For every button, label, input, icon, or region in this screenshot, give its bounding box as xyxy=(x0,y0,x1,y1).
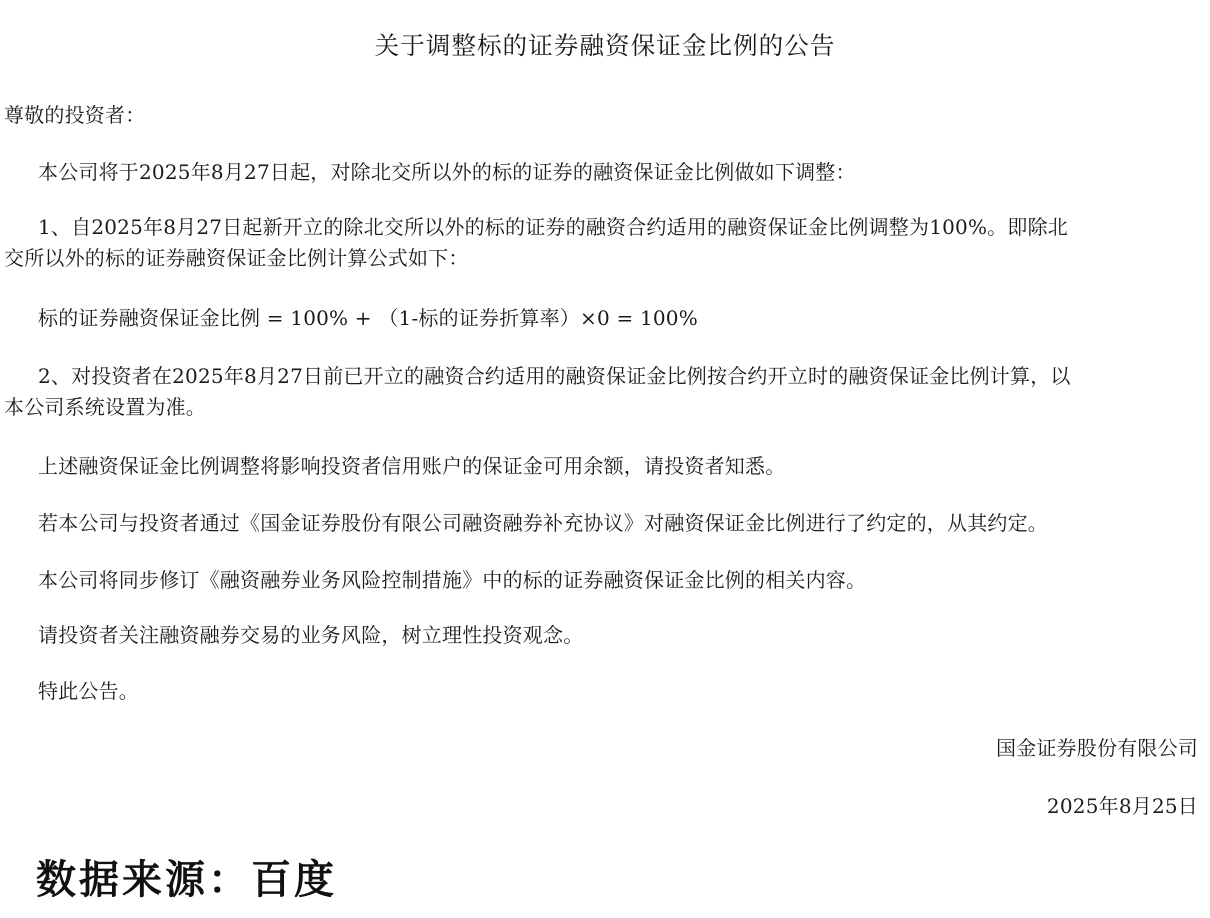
impact-paragraph: 上述融资保证金比例调整将影响投资者信用账户的保证金可用余额，请投资者知悉。 xyxy=(38,454,786,478)
notice-date: 2025年8月25日 xyxy=(1046,794,1198,818)
source-caption: 数据来源：百度 xyxy=(36,857,337,903)
intro-paragraph: 本公司将于2025年8月27日起，对除北交所以外的标的证券的融资保证金比例做如下调整： xyxy=(38,160,856,184)
item2-line1: 2、对投资者在2025年8月27日前已开立的融资合约适用的融资保证金比例按合约开立时的融资保证金比例计算，以 xyxy=(38,364,1071,388)
revise-paragraph: 本公司将同步修订《融资融券业务风险控制措施》中的标的证券融资保证金比例的相关内容。 xyxy=(38,568,867,592)
risk-paragraph: 请投资者关注融资融券交易的业务风险，树立理性投资观念。 xyxy=(38,623,584,647)
item1-line1: 1、自2025年8月27日起新开立的除北交所以外的标的证券的融资合约适用的融资保证金比例调整为100%。即除北 xyxy=(38,215,1068,239)
formula-line: 标的证券融资保证金比例 = 100% + （1-标的证券折算率）×0 = 100% xyxy=(38,306,698,330)
item2-line2: 本公司系统设置为准。 xyxy=(4,395,206,419)
signature: 国金证券股份有限公司 xyxy=(996,736,1198,760)
item1-line2: 交所以外的标的证券融资保证金比例计算公式如下： xyxy=(4,246,469,270)
salutation: 尊敬的投资者： xyxy=(4,103,146,127)
closing-line: 特此公告。 xyxy=(38,679,139,703)
agreement-paragraph: 若本公司与投资者通过《国金证券股份有限公司融资融券补充协议》对融资保证金比例进行了约定的，从其约定。 xyxy=(38,511,1048,535)
notice-title: 关于调整标的证券融资保证金比例的公告 xyxy=(374,31,836,60)
